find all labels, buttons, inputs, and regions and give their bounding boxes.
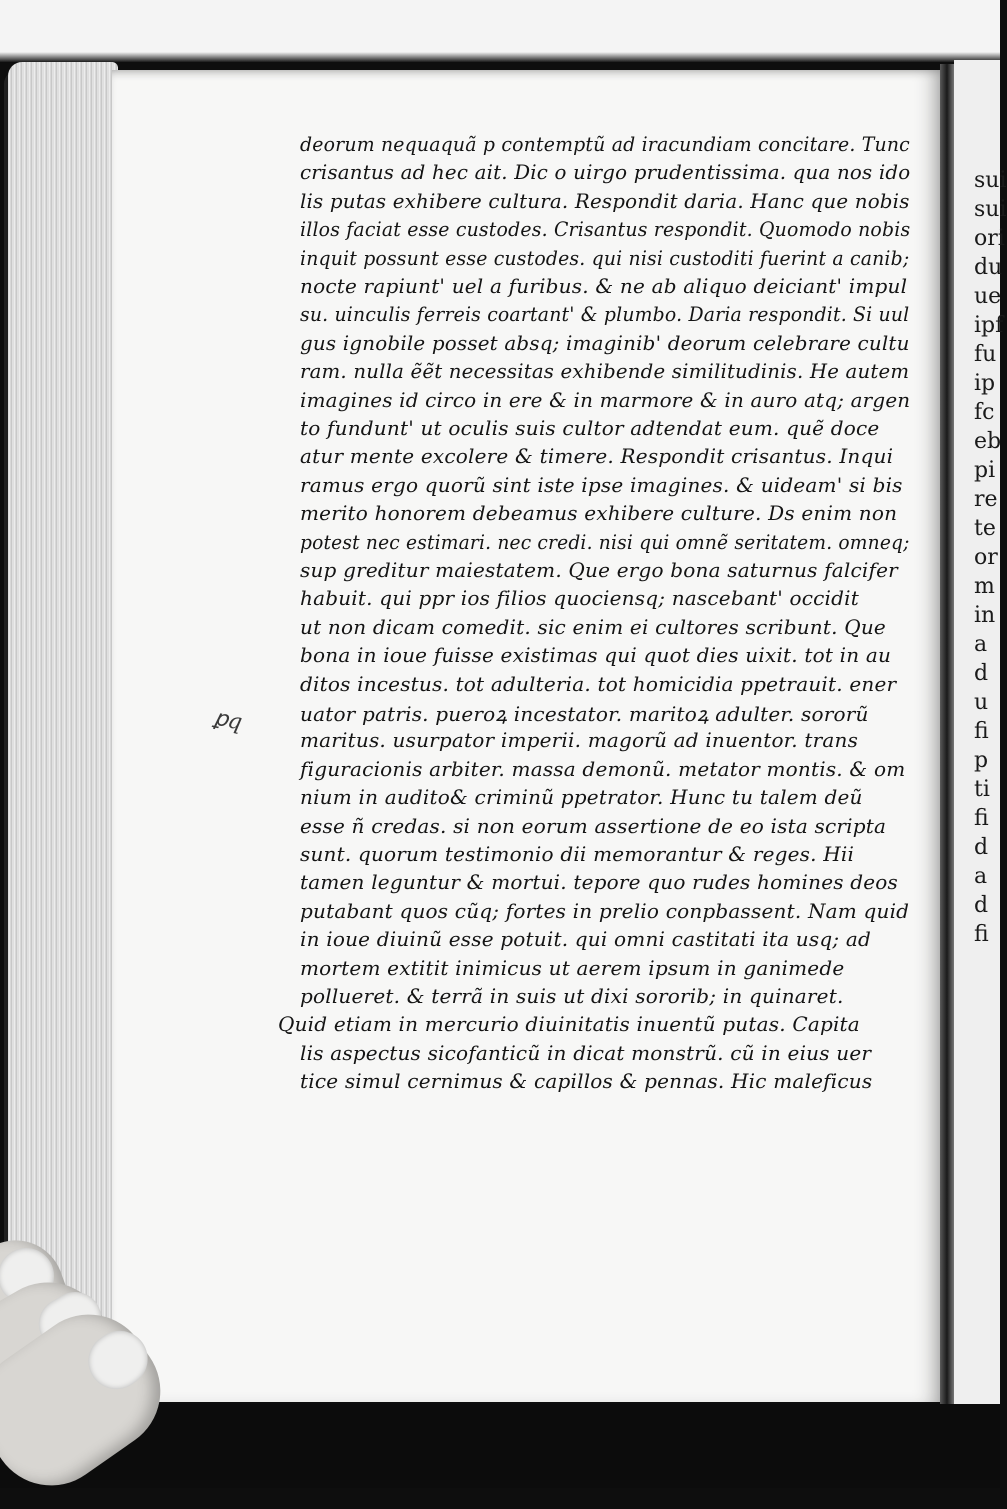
manuscript-line: illos faciat esse custodes. Crisantus respondit. Quomodo nobis xyxy=(300,217,911,242)
manuscript-line: imagines id circo in ere & in marmore & in auro atq; argen xyxy=(300,387,911,412)
manuscript-line: sunt. quorum testimonio dii memorantur & reges. Hii xyxy=(300,842,855,866)
manuscript-line: inquit possunt esse custodes. qui nisi custoditi fuerint a canib; xyxy=(300,245,910,270)
manuscript-line: nium in audito& criminũ ppetrator. Hunc tu talem deũ xyxy=(300,785,863,810)
manuscript-line: potest nec estimari. nec credi. nisi qui omnẽ seritatem. omneq; xyxy=(300,529,910,554)
manuscript-line: lis putas exhibere cultura. Respondit daria. Hanc que nobis xyxy=(300,188,910,213)
facing-page-text: sui xyxy=(974,168,1007,193)
manuscript-line: maritus. usurpator imperii. magorũ ad inuentor. trans xyxy=(300,728,859,753)
manuscript-line: gus ignobile posset absq; imaginib' deorum celebrare cultu xyxy=(300,330,910,355)
manuscript-line: esse ñ credas. si non eorum assertione de eo ista scripta xyxy=(300,813,887,838)
manuscript-line: nocte rapiunt' uel a furibus. & ne ab aliquo deiciant' impul xyxy=(300,274,908,298)
facing-page-text: ip xyxy=(974,371,996,396)
facing-page-text: fc xyxy=(974,400,995,425)
facing-page-text: pi xyxy=(974,458,996,483)
facing-page-text: du xyxy=(974,255,1003,280)
facing-page-text: d xyxy=(974,661,989,686)
manuscript-line: putabant quos cũq; fortes in prelio conpbassent. Nam quid xyxy=(300,898,910,923)
manuscript-line: tamen leguntur & mortui. tepore quo rudes homines deos xyxy=(300,870,899,895)
manuscript-line: crisantus ad hec ait. Dic o uirgo prudentissima. qua nos ido xyxy=(300,160,911,185)
facing-page-text: in xyxy=(974,603,996,628)
facing-page-text: ori xyxy=(974,226,1005,251)
facing-page-text: ipf xyxy=(974,313,1004,338)
manuscript-line: tice simul cernimus & capillos & pennas. Hic maleficus xyxy=(300,1069,873,1094)
manuscript-line: sup greditur maiestatem. Que ergo bona saturnus falcifer xyxy=(300,558,898,582)
facing-page-text: or xyxy=(974,545,998,570)
manuscript-line: ram. nulla ẽẽt necessitas exhibende similitudinis. He autem xyxy=(300,359,910,384)
marginal-note: ꝑq xyxy=(211,705,245,736)
facing-page-text: u xyxy=(974,690,989,715)
manuscript-line: Quid etiam in mercurio diuinitatis inuentũ putas. Capita xyxy=(278,1012,860,1037)
top-backdrop xyxy=(0,0,1000,62)
manuscript-line: pollueret. & terrã in suis ut dixi sororib; in quinaret. xyxy=(300,984,844,1008)
facing-page-text: fi xyxy=(974,806,989,831)
manuscript-line: ditos incestus. tot adulteria. tot homicidia ppetrauit. ener xyxy=(300,671,897,696)
facing-page-text: d xyxy=(974,893,989,918)
facing-page-text: fi xyxy=(974,719,989,744)
manuscript-line: merito honorem debeamus exhibere culture. Ds enim non xyxy=(300,501,898,526)
facing-page-text: ue xyxy=(974,284,1002,309)
manuscript-line: bona in ioue fuisse existimas qui quot dies uixit. tot in au xyxy=(300,643,892,668)
manuscript-line: su. uinculis ferreis coartant' & plumbo. Daria respondit. Si uul xyxy=(300,302,910,327)
manuscript-line: uator patris. pueroꝝ incestator. maritoꝝ adulter. sororũ xyxy=(300,702,869,726)
manuscript-line: to fundunt' ut oculis suis cultor adtendat eum. quẽ doce xyxy=(300,416,880,440)
facing-page-text: sui xyxy=(974,197,1007,222)
manuscript-line: ramus ergo quorũ sint iste ipse imagines. & uideam' si bis xyxy=(300,472,903,497)
manuscript-line: mortem extitit inimicus ut aerem ipsum in ganimede xyxy=(300,955,845,980)
facing-page-text: eb xyxy=(974,429,1002,454)
facing-page-text: ti xyxy=(974,777,990,802)
facing-page-text: m xyxy=(974,574,995,599)
manuscript-line: lis aspectus sicofanticũ in dicat monstrũ. cũ in eius uer xyxy=(300,1040,872,1065)
manuscript-line: habuit. qui ppr ios filios quociensq; nascebant' occidit xyxy=(300,586,859,611)
facing-page-text: a xyxy=(974,864,988,889)
left-page-stack xyxy=(8,62,118,1407)
facing-page-text: re xyxy=(974,487,998,512)
facing-page-text: te xyxy=(974,516,996,541)
manuscript-line: figuracionis arbiter. massa demonũ. metator montis. & om xyxy=(300,756,906,781)
facing-page-text: d xyxy=(974,835,989,860)
facing-page-edge xyxy=(954,60,1007,1420)
facing-page-text: fu xyxy=(974,342,997,367)
facing-page-text: fi xyxy=(974,922,989,947)
manuscript-line: atur mente excolere & timere. Respondit crisantus. Inqui xyxy=(300,444,894,469)
manuscript-line: ut non dicam comedit. sic enim ei cultores scribunt. Que xyxy=(300,614,886,639)
facing-page-text: p xyxy=(974,748,989,773)
manuscript-line: in ioue diuinũ esse potuit. qui omni castitati ita usq; ad xyxy=(300,927,871,952)
manuscript-line: deorum nequaquã p contemptũ ad iracundiam concitare. Tunc xyxy=(300,132,910,156)
book-gutter xyxy=(940,64,954,1424)
facing-page-text: a xyxy=(974,632,988,657)
